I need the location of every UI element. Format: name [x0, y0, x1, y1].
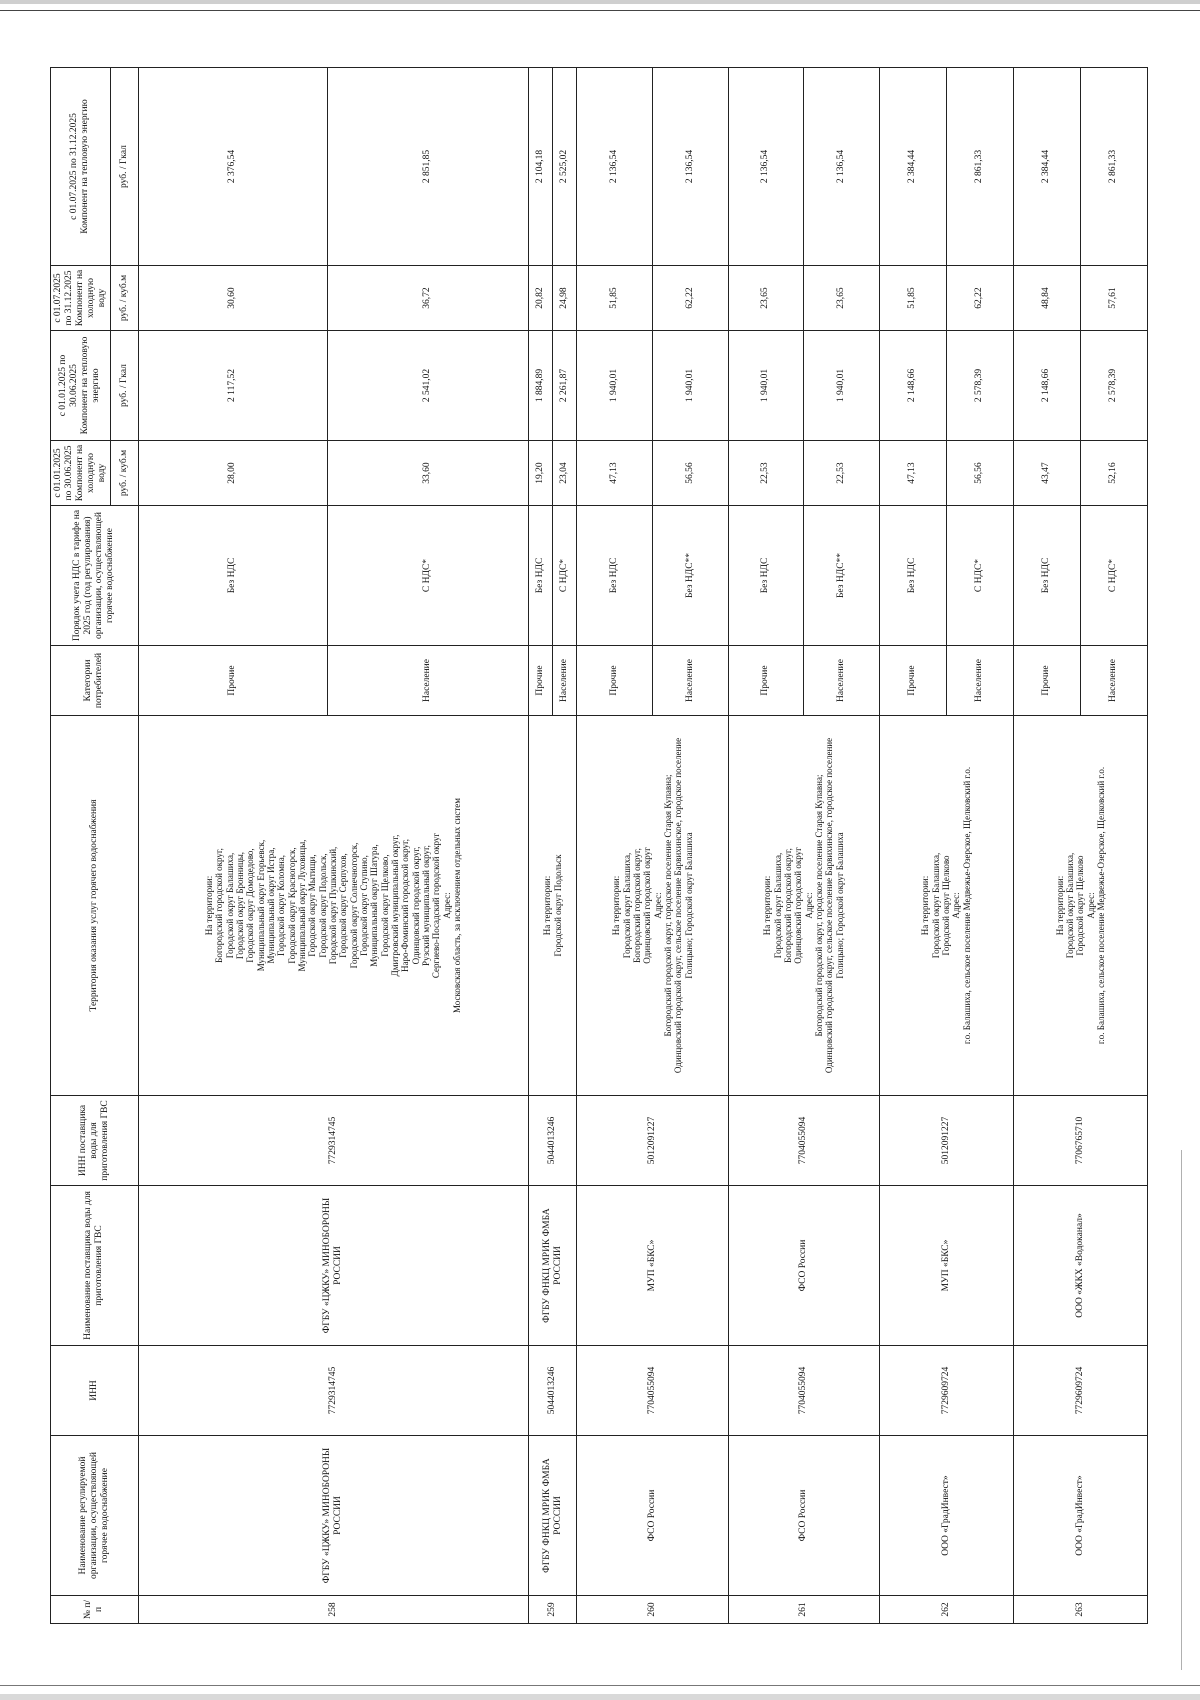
row-category: Прочие [577, 646, 653, 716]
row-cold-h1: 56,56 [946, 441, 1013, 506]
row-category: Население [553, 646, 577, 716]
row-num: 262 [879, 1596, 1013, 1624]
row-supplier: ООО «ЖКХ «Водоканал» [1013, 1186, 1147, 1346]
row-org: ООО «ГрадИнвест» [879, 1436, 1013, 1596]
row-category: Население [1080, 646, 1147, 716]
row-heat-h2: 2 861,33 [1080, 68, 1147, 266]
scan-line-bottom [0, 1685, 1200, 1686]
row-heat-h1: 2 148,66 [879, 331, 946, 441]
header-p2-heat-label: Компонент на тепловую энергию [80, 99, 91, 234]
row-cold-h2: 48,84 [1013, 266, 1080, 331]
rotated-page [50, 68, 1148, 1624]
row-vat: Без НДС [528, 506, 552, 646]
row-supplier: ФСО России [728, 1186, 879, 1346]
header-supplier-inn: ИНН поставщика воды для приготовления ГВС [51, 1096, 139, 1186]
header-p1-heat [51, 331, 111, 441]
row-cold-h2: 51,85 [577, 266, 653, 331]
header-supplier-name: Наименование поставщика воды для приготовления ГВС [51, 1186, 139, 1346]
row-cold-h1: 19,20 [528, 441, 552, 506]
header-p1-heat-label: Компонент на тепловую энергию [80, 336, 102, 435]
scan-line-right [1181, 1150, 1182, 1670]
scan-edge-top [0, 0, 1200, 4]
row-org: ФСО России [728, 1436, 879, 1596]
header-org-name: Наименование регулируемой организации, осуществляющей горячее водоснабжение [51, 1436, 139, 1596]
row-supplier: МУП «БКС» [577, 1186, 728, 1346]
table-body [138, 68, 1147, 1624]
row-supplier: МУП «БКС» [879, 1186, 1013, 1346]
row-vat: Без НДС [138, 506, 327, 646]
row-cold-h1: 52,16 [1080, 441, 1147, 506]
row-supplier: ФГБУ «ЦЖКУ» МИНОБОРОНЫ РОССИИ [138, 1186, 528, 1346]
row-supplier-inn: 7729314745 [138, 1096, 528, 1186]
row-heat-h1: 1 940,01 [653, 331, 729, 441]
row-num: 263 [1013, 1596, 1147, 1624]
row-category: Прочие [879, 646, 946, 716]
row-category: Население [946, 646, 1013, 716]
table-row [1013, 68, 1080, 1624]
row-vat: С НДС* [946, 506, 1013, 646]
row-cold-h2: 24,98 [553, 266, 577, 331]
row-territory: На территории: Городской округ Балашиха, Богородский городской округ, Одинцовский городской округ Адрес: Богородский городской округ, городское поселение Старая Купавна; Одинцовский городской округ, сельское поселение Барвихинское, городское поселение Голицыно; Городской округ Балашиха [577, 716, 728, 1096]
row-heat-h2: 2 384,44 [879, 68, 946, 266]
row-cold-h1: 47,13 [879, 441, 946, 506]
row-cold-h2: 20,82 [528, 266, 552, 331]
header-p2-heat-unit: руб. / Гкал [110, 68, 138, 266]
scan-edge-bottom [0, 1694, 1200, 1700]
row-org: ФГБУ «ЦЖКУ» МИНОБОРОНЫ РОССИИ [138, 1436, 528, 1596]
row-heat-h2: 2 136,54 [728, 68, 804, 266]
row-supplier-inn: 5012091227 [577, 1096, 728, 1186]
header-p1-heat-unit: руб. / Гкал [110, 331, 138, 441]
row-vat: С НДС* [327, 506, 528, 646]
row-num: 259 [528, 1596, 577, 1624]
row-cold-h1: 43,47 [1013, 441, 1080, 506]
row-heat-h2: 2 525,02 [553, 68, 577, 266]
row-vat: Без НДС [577, 506, 653, 646]
row-territory: На территории: Городской округ Балашиха, Городской округ Щелково Адрес: г.о. Балашиха, сельское поселение Медвежье-Озерское, Щелковский г.о. [1013, 716, 1147, 1096]
header-p1-cold-unit: руб. / куб.м [110, 441, 138, 506]
row-cold-h1: 56,56 [653, 441, 729, 506]
row-heat-h1: 2 578,39 [946, 331, 1013, 441]
row-vat: Без НДС** [804, 506, 880, 646]
header-p2-cold-unit: руб. / куб.м [110, 266, 138, 331]
table-row [879, 68, 946, 1624]
row-territory: На территории: Богородский городской округ, Городской округ Балашиха, Городской округ Бронницы, Городской округ Домодедово, Муниципальный округ Егорьевск, Муниципальный округ Истра, Городской округ Коломна, Городской округ Красногорск, Муниципальный округ Луховицы, Городской округ Мытищи, Городской округ Подольск, Городской округ Пушкинский, Городской округ Серпухов, Городской округ Солнечногорск, Городской округ Ступино, Муниципальный округ Шатура, Городской округ Щелково, Дмитровский муниципальный округ, Наро-Фоминский городской округ, Одинцовский городской округ, Рузский муниципальный округ, Сергиево-Посадский городской округ Адрес: Московская область, за исключением отдельных систем [138, 716, 528, 1096]
row-cold-h2: 23,65 [728, 266, 804, 331]
row-cold-h1: 23,04 [553, 441, 577, 506]
row-category: Население [327, 646, 528, 716]
row-num: 261 [728, 1596, 879, 1624]
header-p2-cold-period: с 01.07.2025 по 31.12.2025 [53, 270, 74, 326]
row-cold-h1: 28,00 [138, 441, 327, 506]
row-cold-h2: 62,22 [653, 266, 729, 331]
row-heat-h1: 1 884,89 [528, 331, 552, 441]
row-category: Прочие [138, 646, 327, 716]
row-vat: Без НДС [879, 506, 946, 646]
row-num: 260 [577, 1596, 728, 1624]
row-heat-h1: 1 940,01 [804, 331, 880, 441]
row-heat-h2: 2 136,54 [577, 68, 653, 266]
table-header [51, 68, 139, 1624]
row-cold-h1: 22,53 [728, 441, 804, 506]
row-heat-h1: 1 940,01 [728, 331, 804, 441]
header-vat: Порядок учета НДС в тарифе на 2025 год (год регулирования) организации, осуществляющей горячее водоснабжение [51, 506, 139, 646]
scan-line-top [0, 10, 1200, 11]
row-inn: 7729609724 [1013, 1346, 1147, 1436]
header-num: № п/п [51, 1596, 139, 1624]
row-vat: С НДС* [1080, 506, 1147, 646]
row-heat-h2: 2 136,54 [804, 68, 880, 266]
row-territory: На территории: Городской округ Балашиха, Городской округ Щелково Адрес: г.о. Балашиха, сельское поселение Медвежье-Озерское, Щелковский г.о. [879, 716, 1013, 1096]
row-cold-h2: 30,60 [138, 266, 327, 331]
header-p1-cold [51, 441, 111, 506]
header-inn: ИНН [51, 1346, 139, 1436]
header-p1-cold-period: с 01.01.2025 по 30.06.2025 [53, 445, 74, 501]
row-cold-h1: 33,60 [327, 441, 528, 506]
header-p1-cold-label: Компонент на холодную воду [74, 444, 107, 502]
row-supplier-inn: 5044013246 [528, 1096, 577, 1186]
row-supplier-inn: 7704055094 [728, 1096, 879, 1186]
row-cold-h2: 51,85 [879, 266, 946, 331]
row-category: Прочие [528, 646, 552, 716]
row-vat: Без НДС [1013, 506, 1080, 646]
row-heat-h1: 2 148,66 [1013, 331, 1080, 441]
row-heat-h1: 1 940,01 [577, 331, 653, 441]
row-cold-h1: 22,53 [804, 441, 880, 506]
row-heat-h2: 2 136,54 [653, 68, 729, 266]
row-heat-h2: 2 104,18 [528, 68, 552, 266]
row-territory: На территории: Городской округ Балашиха, Богородский городской округ, Одинцовский городской округ Адрес: Богородский городской округ, городское поселение Старая Купавна; Одинцовский городской округ, сельское поселение Барвихинское, городское поселение Голицыно; Городской округ Балашиха [728, 716, 879, 1096]
row-cold-h1: 47,13 [577, 441, 653, 506]
row-category: Прочие [1013, 646, 1080, 716]
row-inn: 5044013246 [528, 1346, 577, 1436]
row-vat: Без НДС** [653, 506, 729, 646]
header-category: Категории потребителей [51, 646, 139, 716]
row-heat-h1: 2 578,39 [1080, 331, 1147, 441]
header-p2-heat [51, 68, 111, 266]
row-category: Население [653, 646, 729, 716]
row-heat-h2: 2 376,54 [138, 68, 327, 266]
row-supplier-inn: 5012091227 [879, 1096, 1013, 1186]
header-p2-cold-label: Компонент на холодную воду [74, 269, 107, 327]
row-inn: 7729314745 [138, 1346, 528, 1436]
table-row [138, 68, 327, 1624]
row-inn: 7729609724 [879, 1346, 1013, 1436]
row-category: Прочие [728, 646, 804, 716]
row-vat: С НДС* [553, 506, 577, 646]
row-heat-h2: 2 851,85 [327, 68, 528, 266]
table-row [577, 68, 653, 1624]
row-org: ООО «ГрадИнвест» [1013, 1436, 1147, 1596]
tariff-table [50, 67, 1148, 1624]
table-row [528, 68, 552, 1624]
row-cold-h2: 36,72 [327, 266, 528, 331]
row-vat: Без НДС [728, 506, 804, 646]
row-heat-h1: 2 261,87 [553, 331, 577, 441]
row-cold-h2: 57,61 [1080, 266, 1147, 331]
row-inn: 7704055094 [728, 1346, 879, 1436]
row-heat-h1: 2 117,52 [138, 331, 327, 441]
row-org: ФГБУ ФНКЦ МРИК ФМБА РОССИИ [528, 1436, 577, 1596]
row-heat-h2: 2 384,44 [1013, 68, 1080, 266]
row-supplier-inn: 7706765710 [1013, 1096, 1147, 1186]
row-territory: На территории: Городской округ Подольск [528, 716, 577, 1096]
header-p2-cold [51, 266, 111, 331]
row-heat-h1: 2 541,02 [327, 331, 528, 441]
row-cold-h2: 23,65 [804, 266, 880, 331]
header-p2-heat-period: с 01.07.2025 по 31.12.2025 [69, 113, 80, 220]
row-heat-h2: 2 861,33 [946, 68, 1013, 266]
row-category: Население [804, 646, 880, 716]
row-cold-h2: 62,22 [946, 266, 1013, 331]
row-num: 258 [138, 1596, 528, 1624]
header-p1-heat-period: с 01.01.2025 по 30.06.2025 [58, 354, 80, 417]
header-territory: Территория оказания услуг горячего водоснабжения [51, 716, 139, 1096]
table-row [728, 68, 804, 1624]
row-supplier: ФГБУ ФНКЦ МРИК ФМБА РОССИИ [528, 1186, 577, 1346]
row-org: ФСО России [577, 1436, 728, 1596]
row-inn: 7704055094 [577, 1346, 728, 1436]
